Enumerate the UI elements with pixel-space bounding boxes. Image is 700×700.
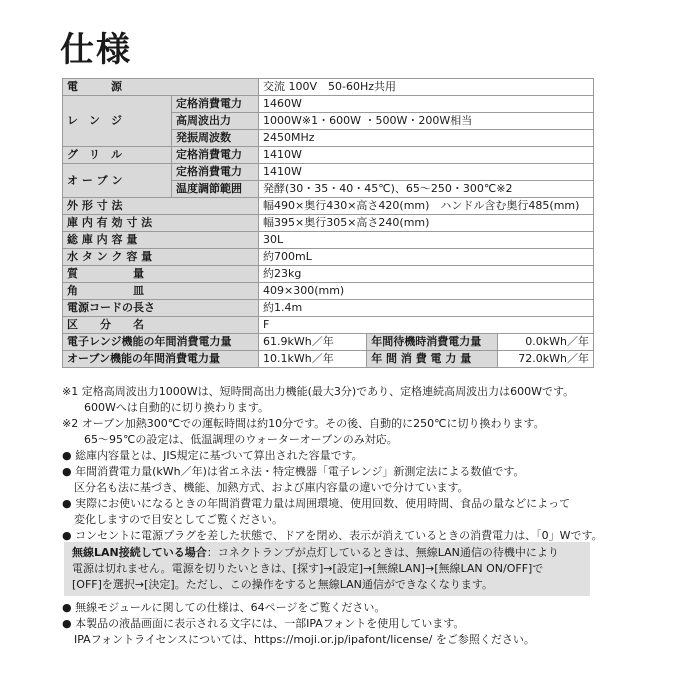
table-row [63,215,594,232]
range-sub-2: 発振周波数 [172,130,259,147]
grill-label: グ リ ル [63,147,172,164]
spec-label: 質 量 [63,266,259,283]
table-row [63,300,594,317]
spec-label: 外 形 寸 法 [63,198,259,215]
spec-value: 409×300(mm) [259,283,594,300]
oven-sub-1: 温度調節範囲 [172,181,259,198]
bullet-note: ● コンセントに電源プラグを差した状態で、ドアを閉め、表示が消えているときの消費電力は、「0」Wです。 [62,529,603,542]
spec-label: 水 タ ン ク 容 量 [63,249,259,266]
range-value-1: 1000W※1・600W ・500W・200W相当 [259,113,594,130]
range-value-2: 2450MHz [259,130,594,147]
energy-label: 電子レンジ機能の年間消費電力量 [63,334,259,351]
oven-sub-0: 定格消費電力 [172,164,259,181]
footer-notes [62,600,642,648]
bullet-note-cont: 区分名も法に基づき、機能、加熱方式、および庫内容量の違いで分けています。 [74,481,469,494]
table-row [63,164,594,181]
bullet-note: ● 本製品の液晶画面に表示される文字には、一部IPAフォントを使用しています。 [62,617,465,630]
note-1: ※1 定格高周波出力1000Wは、短時間高出力機能(最大3分)であり、定格連続高周波出力は600Wです。 [62,385,575,398]
spec-value: 幅395×奥行305×高さ240(mm) [259,215,594,232]
spec-label: 電源コードの長さ [63,300,259,317]
table-row [63,232,594,249]
spec-label: 総 庫 内 容 量 [63,232,259,249]
grill-value: 1410W [259,147,594,164]
bullet-note: ● 実際にお使いになるときの年間消費電力量は周囲環境、使用回数、使用時間、食品の量などによって [62,497,571,510]
table-row [63,96,594,113]
power-label: 電 源 [63,79,259,96]
energy-value: 61.9kWh／年 [259,334,367,351]
energy-value: 10.1kWh／年 [259,351,367,368]
spec-label: 庫 内 有 効 寸 法 [63,215,259,232]
range-sub-1: 高周波出力 [172,113,259,130]
range-sub-0: 定格消費電力 [172,96,259,113]
energy-value-2: 0.0kWh／年 [498,334,594,351]
spec-value: F [259,317,594,334]
wireless-lan-line-1 [72,545,582,561]
notes [62,384,642,544]
note-2: ※2 オーブン加熱300℃での運転時間は約10分です。その後、自動的に250℃に切り換わります。 [62,417,545,430]
bullet-note: ● 年間消費電力量(kWh／年)は省エネ法・特定機器「電子レンジ」新測定法による数値です。 [62,465,525,478]
energy-label: オーブン機能の年間消費電力量 [63,351,259,368]
spec-value: 幅490×奥行430×高さ420(mm) ハンドル含む奥行485(mm) [259,198,594,215]
grill-sub: 定格消費電力 [172,147,259,164]
table-row [63,283,594,300]
note-1-cont: 600Wへは自動的に切り換わります。 [84,401,269,414]
spec-table [62,78,594,368]
bullet-note-cont: 変化しますので目安としてご覧ください。 [74,513,283,526]
spec-value: 約700mL [259,249,594,266]
wireless-lan-note [64,542,590,596]
note-2-cont: 65～95℃の設定は、低温調理のウォーターオーブンのみ対応。 [84,433,398,446]
spec-value: 約23kg [259,266,594,283]
energy-value-2: 72.0kWh／年 [498,351,594,368]
wireless-lan-heading: 無線LAN接続している場合 [72,546,207,559]
table-row [63,198,594,215]
wireless-lan-text: ：コネクトランプが点灯しているときは、無線LAN通信の待機中により [206,546,559,559]
energy-label-2: 年間待機時消費電力量 [367,334,498,351]
table-row [63,266,594,283]
energy-label-2: 年 間 消 費 電 力 量 [367,351,498,368]
table-row [63,79,594,96]
range-value-0: 1460W [259,96,594,113]
table-row [63,249,594,266]
range-label: レ ン ジ [63,96,172,147]
spec-value: 約1.4m [259,300,594,317]
table-row [63,317,594,334]
oven-value-0: 1410W [259,164,594,181]
table-row [63,334,594,351]
oven-label: オ ー ブ ン [63,164,172,198]
wireless-lan-line-3: [OFF]を選択→[決定]。ただし、この操作をすると無線LAN通信ができなくなります。 [72,578,493,591]
page-title: 仕様 [60,30,132,70]
bullet-note: ● 無線モジュールに関しての仕様は、64ページをご覧ください。 [62,601,386,614]
spec-value: 30L [259,232,594,249]
power-value: 交流 100V 50-60Hz共用 [259,79,594,96]
spec-label: 角 皿 [63,283,259,300]
wireless-lan-line-2: 電源は切れません。電源を切りたいときは、[探す]→[設定]→[無線LAN]→[無線LAN ON/OFF]で [72,562,544,575]
spec-label: 区 分 名 [63,317,259,334]
bullet-note-cont: IPAフォントライセンスについては、https://moji.or.jp/ipafont/license/ をご参照ください。 [74,633,535,646]
table-row [63,147,594,164]
table-row [63,351,594,368]
oven-value-1: 発酵(30・35・40・45℃)、65～250・300℃※2 [259,181,594,198]
bullet-note: ● 総庫内容量とは、JIS規定に基づいて算出された容量です。 [62,449,363,462]
